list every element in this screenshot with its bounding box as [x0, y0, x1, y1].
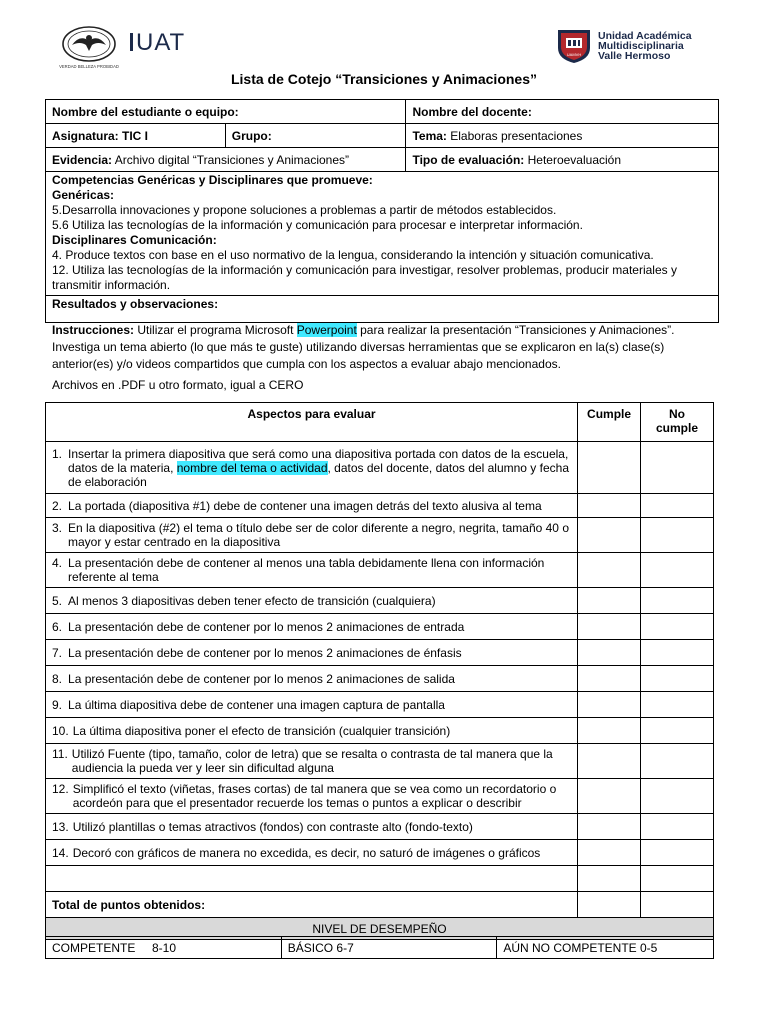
generic-heading — [52, 188, 712, 203]
table-row — [46, 779, 714, 814]
campus-shield-logo — [555, 26, 593, 64]
meets-checkbox-cell[interactable] — [578, 553, 641, 588]
uat-logo-text: UAT — [136, 29, 186, 56]
not-meets-checkbox-cell[interactable] — [641, 588, 714, 614]
table-row — [46, 640, 714, 666]
aspect-number: 7. — [52, 645, 63, 660]
meets-checkbox-cell[interactable] — [578, 588, 641, 614]
aspect-number: 14. — [52, 845, 69, 860]
campus-name-line1: Unidad Académica — [598, 30, 692, 42]
topic-label: Tema: — [412, 128, 447, 143]
aspect-number: 9. — [52, 697, 63, 712]
aspect-number: 13. — [52, 819, 69, 834]
performance-level-heading: NIVEL DE DESEMPEÑO — [46, 918, 714, 940]
aspect-number: 2. — [52, 498, 63, 513]
table-row — [46, 718, 714, 744]
aspect-item — [52, 672, 571, 686]
aspect-item — [52, 447, 571, 489]
files-note: Archivos en .PDF u otro formato, igual a CERO — [52, 378, 304, 392]
disciplinary-competency-1: 4. Produce textos con base en el uso normativo de la lengua, considerando la intención y situación comunicativa. — [52, 248, 654, 262]
aspect-cell — [46, 666, 578, 692]
meets-checkbox-cell[interactable] — [578, 840, 641, 866]
competencies-heading — [52, 173, 712, 188]
table-row — [46, 518, 714, 553]
crest-caption: VERDAD BELLEZA PROBIDAD — [59, 64, 119, 69]
disciplinary-competency-2: 12. Utiliza las tecnologías de la información y comunicación para investigar, resolver problemas, producir materiales y transmitir información. — [52, 263, 677, 292]
aspect-item — [52, 747, 571, 775]
aspect-text: Simplificó el texto (viñetas, frases cortas) de tal manera que se vea como un recordatorio o acordeón para que el presentador recuerde los temas o puntos a explicar o describir — [72, 782, 557, 810]
not-meets-checkbox-cell[interactable] — [641, 494, 714, 518]
aspect-cell — [46, 442, 578, 494]
aspect-number: 10. — [52, 723, 69, 738]
meets-checkbox-cell[interactable] — [578, 640, 641, 666]
aspect-text: La presentación debe de contener por lo menos 2 animaciones de énfasis — [68, 645, 462, 660]
total-label-cell — [46, 892, 578, 918]
not-meets-checkbox-cell[interactable] — [641, 744, 714, 779]
table-row — [46, 692, 714, 718]
aspect-number: 12. — [52, 782, 69, 796]
meets-checkbox-cell[interactable] — [578, 744, 641, 779]
aspect-item — [52, 556, 571, 584]
total-not-meets-cell[interactable] — [641, 892, 714, 918]
meets-checkbox-cell[interactable] — [578, 614, 641, 640]
aspect-text: Utilizó plantillas o temas atractivos (fondos) con contraste alto (fondo-texto) — [72, 819, 473, 834]
student-name-cell[interactable] — [46, 100, 406, 124]
uat-logo-bar — [130, 33, 133, 51]
instructions-text-b: para realizar la presentación “Transiciones y Animaciones”. Investiga un tema abierto (lo que más te guste) utilizando diversas herramientas que se explicaron en la(s) clase(s) anterior(es) y/o videos compartidos que cumpla con los aspectos a evaluar abajo mencionados. — [52, 323, 675, 371]
aspect-text: La presentación debe de contener por lo menos 2 animaciones de entrada — [68, 619, 465, 634]
aspect-text — [68, 447, 571, 489]
aspect-number: 1. — [52, 446, 63, 461]
not-meets-checkbox-cell[interactable] — [641, 866, 714, 892]
meets-checkbox-cell[interactable] — [578, 779, 641, 814]
not-meets-checkbox-cell[interactable] — [641, 614, 714, 640]
blank-cell — [46, 866, 578, 892]
evidence-label: Evidencia: — [52, 152, 113, 167]
group-cell[interactable] — [225, 124, 406, 148]
aspect-cell — [46, 779, 578, 814]
powerpoint-highlight: Powerpoint — [296, 323, 357, 337]
aspect-cell — [46, 588, 578, 614]
aspect-text: Utilizó Fuente (tipo, tamaño, color de letra) que se resalta o contrasta de tal manera que la audiencia la pueda ver y leer sin dificultad alguna — [71, 747, 553, 775]
topic-cell — [406, 124, 719, 148]
instructions-label: Instrucciones: — [52, 323, 135, 337]
aspect-number: 4. — [52, 556, 63, 570]
campus-name-line3: Valle Hermoso — [598, 50, 671, 62]
aspect-item — [52, 594, 571, 608]
subject-label: Asignatura: TIC I — [52, 128, 149, 143]
evaluation-type-value: Heteroevaluación — [524, 152, 622, 167]
aspect-cell — [46, 494, 578, 518]
not-meets-checkbox-cell[interactable] — [641, 640, 714, 666]
aspect-item — [52, 620, 571, 634]
aspect-text: La presentación debe de contener al menos una tabla debidamente llena con información referente al tema — [68, 556, 545, 584]
generic-competency-1: 5.Desarrolla innovaciones y propone soluciones a problemas a partir de métodos establecidos. — [52, 203, 557, 217]
aspect-number: 5. — [52, 593, 63, 608]
table-row — [46, 588, 714, 614]
total-label: Total de puntos obtenidos: — [52, 897, 206, 912]
disciplinary-heading-text: Disciplinares Comunicación: — [52, 233, 217, 247]
performance-levels-table — [45, 936, 714, 959]
total-row — [46, 892, 714, 918]
aspect-text: En la diapositiva (#2) el tema o título debe ser de color diferente a negro, negrita, tamaño 40 o mayor y estar centrado en la diapositiva — [68, 521, 569, 549]
not-meets-checkbox-cell[interactable] — [641, 666, 714, 692]
competencies-heading-text: Competencias Genéricas y Disciplinares que promueve: — [52, 173, 373, 187]
aspect-item — [52, 846, 571, 860]
not-meets-checkbox-cell[interactable] — [641, 518, 714, 553]
page-title: Lista de Cotejo “Transiciones y Animaciones” — [230, 71, 537, 87]
aspect-cell — [46, 614, 578, 640]
aspect-item — [52, 782, 571, 810]
table-row — [46, 866, 714, 892]
campus-name-line2: Multidisciplinaria — [598, 40, 684, 52]
level-basic: BÁSICO 6-7 — [281, 937, 497, 959]
not-meets-checkbox-cell[interactable] — [641, 814, 714, 840]
info-table — [45, 99, 719, 323]
aspect-item — [52, 724, 571, 738]
aspect-rows — [46, 494, 714, 866]
results-label: Resultados y observaciones: — [52, 297, 219, 311]
table-row — [46, 840, 714, 866]
aspect-cell — [46, 814, 578, 840]
topic-name-highlight: nombre del tema o actividad — [176, 460, 328, 475]
table-row — [46, 442, 714, 494]
aspect-cell — [46, 692, 578, 718]
level-competent: COMPETENTE 8-10 — [46, 937, 282, 959]
aspect-item — [52, 698, 571, 712]
aspect-text: La última diapositiva poner el efecto de transición (cualquier transición) — [72, 723, 451, 738]
evaluation-table — [45, 402, 714, 940]
table-row — [46, 553, 714, 588]
aspect-text-a: Insertar la primera diapositiva que será como una diapositiva portada con datos de la escuela, datos de la materia, — [68, 446, 569, 475]
instructions-text-a: Utilizar el programa Microsoft — [134, 323, 297, 337]
aspect-item — [52, 820, 571, 834]
instructions-paragraph — [52, 322, 720, 373]
meets-checkbox-cell[interactable] — [578, 718, 641, 744]
campus-name-logo — [598, 31, 692, 61]
student-name-label: Nombre del estudiante o equipo: — [52, 104, 239, 119]
aspect-number: 11. — [52, 747, 68, 761]
aspect-cell — [46, 744, 578, 779]
meets-checkbox-cell[interactable] — [578, 494, 641, 518]
aspect-text-b: , datos del docente, datos del alumno y fecha de elaboración — [68, 460, 569, 489]
evaluation-type-label: Tipo de evaluación: — [412, 152, 525, 167]
table-row — [46, 666, 714, 692]
aspect-item — [52, 499, 571, 513]
not-meets-checkbox-cell[interactable] — [641, 779, 714, 814]
meets-checkbox-cell[interactable] — [578, 666, 641, 692]
uat-logo — [130, 29, 185, 57]
meets-column-header: Cumple — [578, 403, 641, 442]
not-meets-checkbox-cell[interactable] — [641, 718, 714, 744]
aspect-number: 6. — [52, 619, 63, 634]
not-meets-checkbox-cell[interactable] — [641, 442, 714, 494]
aspect-number: 8. — [52, 671, 63, 686]
level-not-yet-competent: AÚN NO COMPETENTE 0-5 — [497, 937, 714, 959]
aspect-text: Decoró con gráficos de manera no excedida, es decir, no saturó de imágenes o gráficos — [72, 845, 541, 860]
aspect-number: 3. — [52, 521, 63, 535]
shield-caption: UAMVH — [566, 52, 582, 57]
meets-checkbox-cell[interactable] — [578, 814, 641, 840]
not-meets-checkbox-cell[interactable] — [641, 553, 714, 588]
aspect-cell — [46, 518, 578, 553]
aspect-cell — [46, 640, 578, 666]
total-meets-cell[interactable] — [578, 892, 641, 918]
table-row — [46, 494, 714, 518]
meets-checkbox-cell[interactable] — [578, 866, 641, 892]
meets-checkbox-cell[interactable] — [578, 518, 641, 553]
topic-value: Elaboras presentaciones — [446, 128, 583, 143]
not-meets-column-header: No cumple — [641, 403, 714, 442]
group-label: Grupo: — [231, 128, 272, 143]
aspect-text: La última diapositiva debe de contener una imagen captura de pantalla — [68, 697, 445, 712]
competencies-cell — [46, 172, 719, 296]
teacher-name-label: Nombre del docente: — [412, 104, 532, 119]
results-cell[interactable] — [46, 296, 719, 323]
aspect-item — [52, 521, 571, 549]
aspect-item — [52, 646, 571, 660]
aspect-cell — [46, 553, 578, 588]
evidence-value: Archivo digital “Transiciones y Animaciones” — [112, 152, 350, 167]
university-crest-logo — [58, 24, 128, 72]
not-meets-checkbox-cell[interactable] — [641, 692, 714, 718]
subject-cell — [46, 124, 226, 148]
aspect-cell — [46, 718, 578, 744]
meets-checkbox-cell[interactable] — [578, 442, 641, 494]
aspect-text: La presentación debe de contener por lo menos 2 animaciones de salida — [68, 671, 455, 686]
generic-heading-text: Genéricas: — [52, 188, 115, 202]
aspects-column-header: Aspectos para evaluar — [46, 403, 578, 442]
generic-competency-2: 5.6 Utiliza las tecnologías de la información y comunicación para procesar e interpretar información. — [52, 218, 583, 232]
table-row — [46, 614, 714, 640]
table-row — [46, 814, 714, 840]
disciplinary-heading — [52, 233, 712, 248]
meets-checkbox-cell[interactable] — [578, 692, 641, 718]
not-meets-checkbox-cell[interactable] — [641, 840, 714, 866]
evaluation-type-cell — [406, 148, 719, 172]
table-row — [46, 744, 714, 779]
teacher-name-cell[interactable] — [406, 100, 719, 124]
aspect-text: La portada (diapositiva #1) debe de contener una imagen detrás del texto alusiva al tema — [68, 498, 542, 513]
aspect-cell — [46, 840, 578, 866]
evidence-cell — [46, 148, 406, 172]
aspect-text: Al menos 3 diapositivas deben tener efecto de transición (cualquiera) — [68, 593, 436, 608]
